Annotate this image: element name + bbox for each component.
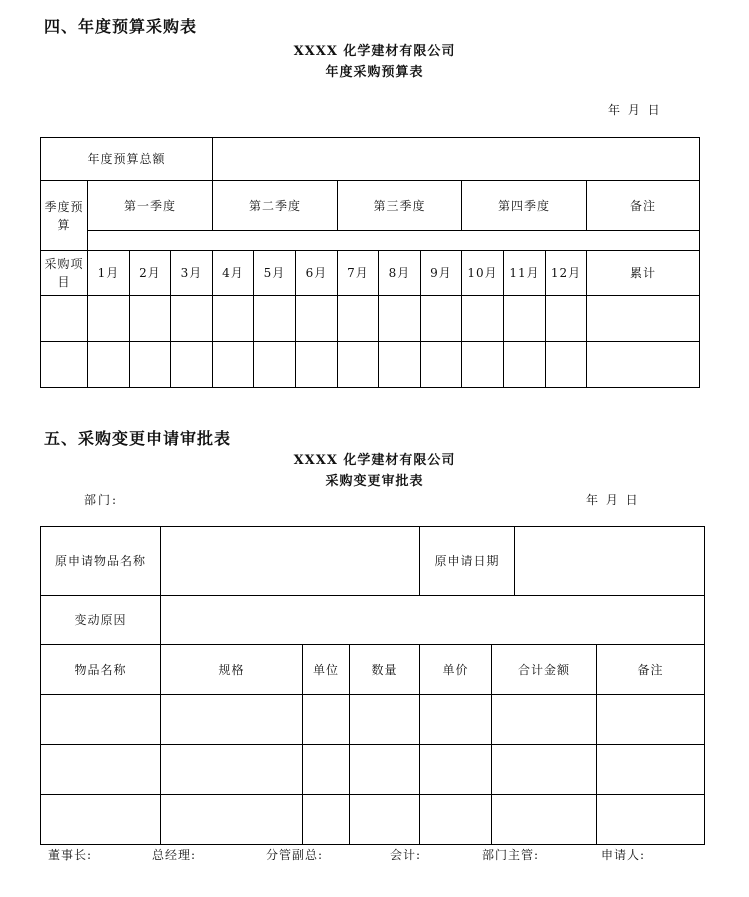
remark-header: 备注 — [586, 180, 700, 231]
month-header-5: 5月 — [253, 250, 296, 296]
change-header-1: 物品名称 — [40, 644, 161, 695]
sign-gm: 总经理: — [152, 848, 197, 862]
month-header-12: 12月 — [545, 250, 587, 296]
total-header: 累计 — [586, 250, 700, 296]
blank-row-2-label — [40, 341, 88, 388]
sign-dept-head: 部门主管: — [482, 848, 540, 862]
sign-applicant: 申请人: — [601, 848, 646, 862]
change-header-6: 合计金额 — [491, 644, 597, 695]
month-header-3: 3月 — [170, 250, 213, 296]
change-row-1-cell — [419, 694, 492, 745]
change-header-4: 数量 — [349, 644, 420, 695]
change-header-7: 备注 — [596, 644, 705, 695]
change-row-1-cell — [302, 694, 350, 745]
reason-label: 变动原因 — [40, 595, 161, 645]
section5-company: XXXX 化学建材有限公司 — [293, 453, 456, 468]
change-row-3-cell — [419, 794, 492, 845]
blank-cell — [212, 295, 254, 342]
change-row-3-cell — [160, 794, 303, 845]
blank-cell — [420, 341, 462, 388]
blank-cell — [170, 341, 213, 388]
section4-company: XXXX 化学建材有限公司 — [293, 44, 456, 59]
blank-cell — [295, 295, 338, 342]
change-row-1-cell — [40, 694, 161, 745]
change-row-3-cell — [40, 794, 161, 845]
orig-date-label: 原申请日期 — [419, 526, 515, 596]
blank-cell — [378, 341, 421, 388]
season-header-4: 第四季度 — [461, 180, 587, 231]
section5-subtitle: 采购变更审批表 — [325, 474, 424, 489]
section4-date: 年 月 日 — [608, 103, 662, 117]
month-header-2: 2月 — [129, 250, 171, 296]
change-row-2-cell — [596, 744, 705, 795]
section5-date: 年 月 日 — [586, 493, 640, 507]
blank-row-1-label — [40, 295, 88, 342]
change-row-1-cell — [349, 694, 420, 745]
blank-cell — [129, 341, 171, 388]
blank-cell — [253, 295, 296, 342]
blank-cell — [253, 341, 296, 388]
reason-value — [160, 595, 705, 645]
blank-cell — [170, 295, 213, 342]
season-header-1: 第一季度 — [87, 180, 213, 231]
month-header-4: 4月 — [212, 250, 254, 296]
month-header-10: 10月 — [461, 250, 504, 296]
blank-cell — [503, 295, 546, 342]
section5-dept: 部门: — [84, 493, 119, 507]
change-header-3: 单位 — [302, 644, 350, 695]
budget-total-value — [212, 137, 700, 181]
change-header-5: 单价 — [419, 644, 492, 695]
season-header-3: 第三季度 — [337, 180, 462, 231]
blank-cell — [420, 295, 462, 342]
blank-cell — [378, 295, 421, 342]
blank-cell — [87, 295, 130, 342]
month-header-8: 8月 — [378, 250, 421, 296]
blank-cell — [87, 341, 130, 388]
blank-cell — [337, 295, 379, 342]
blank-cell — [461, 295, 504, 342]
month-header-7: 7月 — [337, 250, 379, 296]
blank-cell — [212, 341, 254, 388]
section5-heading: 五、采购变更申请审批表 — [44, 429, 232, 448]
blank-cell — [461, 341, 504, 388]
sign-accountant: 会计: — [390, 848, 422, 862]
blank-cell — [337, 341, 379, 388]
section4-subtitle: 年度采购预算表 — [325, 65, 424, 80]
change-row-2-cell — [160, 744, 303, 795]
month-header-1: 1月 — [87, 250, 130, 296]
change-header-2: 规格 — [160, 644, 303, 695]
change-row-1-cell — [596, 694, 705, 745]
orig-item-value — [160, 526, 420, 596]
blank-cell — [586, 341, 700, 388]
change-row-1-cell — [160, 694, 303, 745]
budget-total-label: 年度预算总额 — [40, 137, 213, 181]
change-row-3-cell — [349, 794, 420, 845]
blank-cell — [545, 341, 587, 388]
season-label: 季度预算 — [40, 180, 88, 251]
season-header-2: 第二季度 — [212, 180, 338, 231]
orig-date-value — [514, 526, 705, 596]
item-label: 采购项目 — [40, 250, 88, 296]
month-header-9: 9月 — [420, 250, 462, 296]
change-row-2-cell — [40, 744, 161, 795]
change-row-3-cell — [302, 794, 350, 845]
change-row-2-cell — [302, 744, 350, 795]
change-row-2-cell — [491, 744, 597, 795]
season-blank-row — [87, 230, 700, 251]
change-row-3-cell — [491, 794, 597, 845]
section4-heading: 四、年度预算采购表 — [44, 17, 198, 36]
blank-cell — [129, 295, 171, 342]
blank-cell — [503, 341, 546, 388]
blank-cell — [295, 341, 338, 388]
orig-item-label: 原申请物品名称 — [40, 526, 161, 596]
change-row-3-cell — [596, 794, 705, 845]
change-row-2-cell — [419, 744, 492, 795]
sign-vp: 分管副总: — [266, 848, 324, 862]
month-header-11: 11月 — [503, 250, 546, 296]
change-row-1-cell — [491, 694, 597, 745]
change-row-2-cell — [349, 744, 420, 795]
blank-cell — [545, 295, 587, 342]
sign-chairman: 董事长: — [48, 848, 93, 862]
blank-cell — [586, 295, 700, 342]
month-header-6: 6月 — [295, 250, 338, 296]
